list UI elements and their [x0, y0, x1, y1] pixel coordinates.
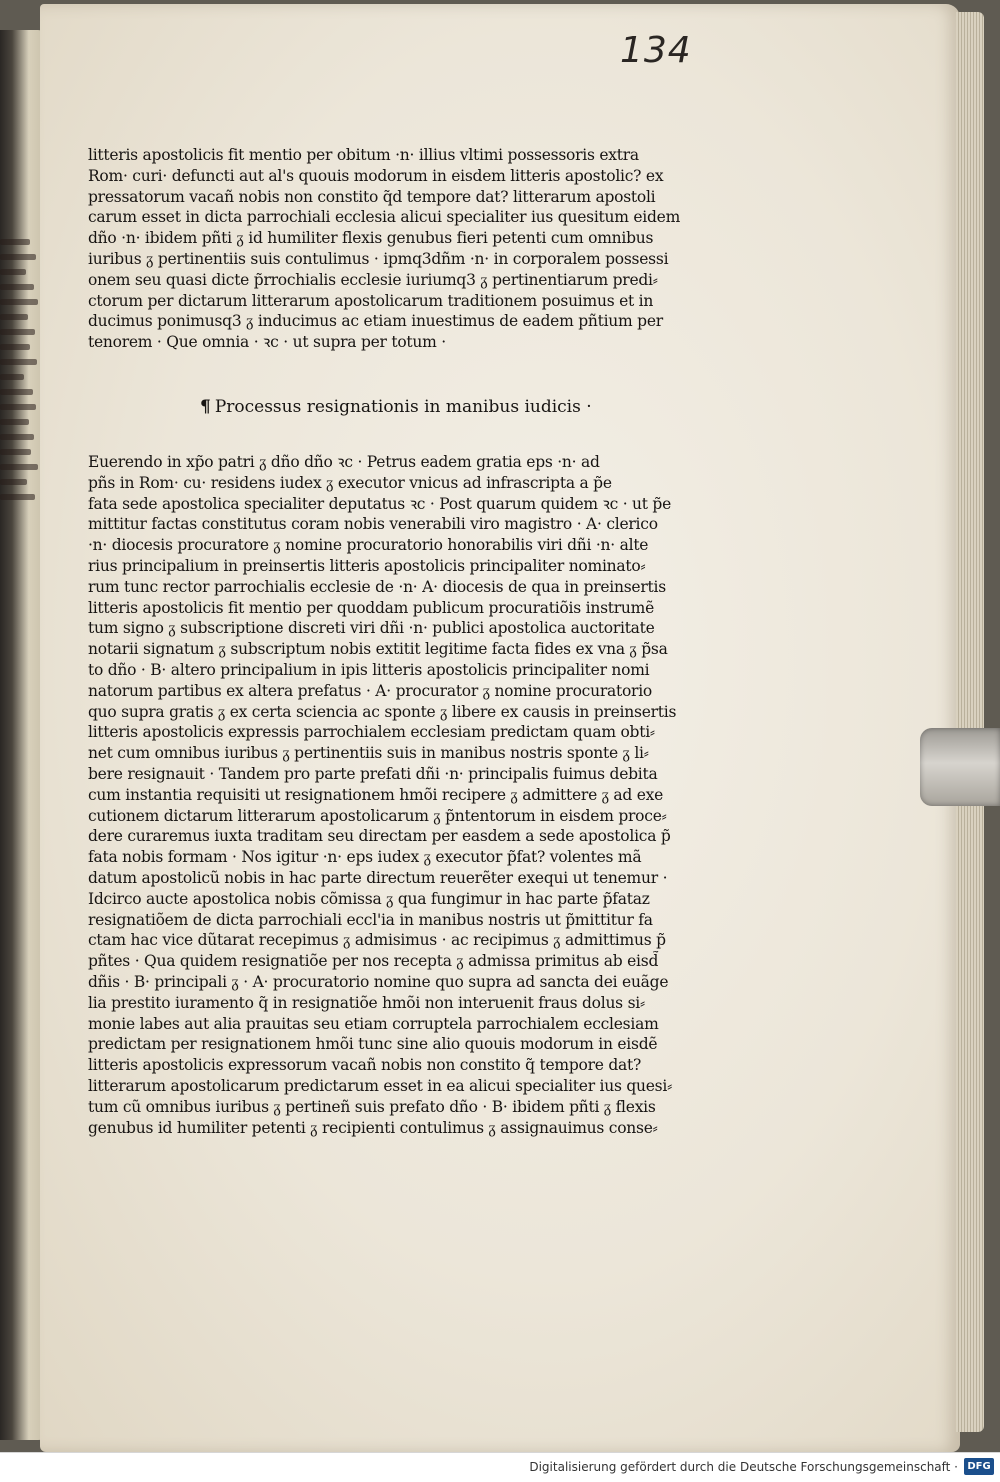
- paragraph-1: [88, 145, 738, 353]
- text-line: cum instantia requisiti ut resignationem hmõi recipere ᵹ admittere ᵹ ad exe: [88, 785, 664, 804]
- text-line: litteris apostolicis expressorum vacañ nobis non constito q̃ tempore dat?: [88, 1056, 642, 1075]
- text-line: litteris apostolicis fit mentio per obitum ·n· illius vltimi possessoris extra: [88, 146, 639, 164]
- page-stack-edge: [956, 12, 984, 1432]
- text-line: net cum omnibus iuribus ᵹ pertinentiis suis in manibus nostris sponte ᵹ li⸗: [88, 744, 649, 763]
- text-line: Idcirco aucte apostolica nobis cõmissa ᵹ qua fungimur in hac parte p̃fataz: [88, 889, 650, 908]
- text-line: quo supra gratis ᵹ ex certa sciencia ac sponte ᵹ libere ex causis in preinsertis: [88, 702, 677, 721]
- text-line: lia prestito iuramento q̃ in resignatiõe hmõi non interuenit fraus dolus si⸗: [88, 993, 645, 1012]
- text-line: resignatiõem de dicta parrochiali eccl'ia in manibus nostris ut p̃mittitur fa: [88, 910, 653, 929]
- text-line: rum tunc rector parrochialis ecclesie de ·n· A· diocesis de qua in preinsertis: [88, 577, 666, 596]
- text-line: ctorum per dictarum litterarum apostolicarum traditionem posuimus et in: [88, 291, 654, 310]
- book-clasp: [920, 728, 1000, 806]
- section-heading: [200, 397, 720, 417]
- text-line: mittitur factas constitutus coram nobis venerabili viro magistro · A· clerico: [88, 515, 658, 534]
- text-line: fata nobis formam · Nos igitur ·n· eps iudex ᵹ executor p̃fat? volentes mã: [88, 848, 642, 867]
- text-line: onem seu quasi dicte p̃rrochialis ecclesie iuriumq3 ᵹ pertinentiarum predi⸗: [88, 270, 658, 289]
- text-line: monie labes aut alia prauitas seu etiam corruptela parrochialem ecclesiam: [88, 1014, 659, 1033]
- text-line: Euerendo in xp̃o patri ᵹ dño dño ꝛc · Petrus eadem gratia eps ·n· ad: [88, 453, 600, 471]
- funding-credit: Digitalisierung gefördert durch die Deutsche Forschungsgemeinschaft ·: [529, 1460, 958, 1474]
- text-line: rius principalium in preinsertis litteris apostolicis principaliter nominato⸗: [88, 556, 646, 575]
- text-line: fata sede apostolica specialiter deputatus ꝛc · Post quarum quidem ꝛc · ut p̃e: [88, 494, 672, 513]
- text-line: notarii signatum ᵹ subscriptum nobis extitit legitime facta fides ex vna ᵹ p̃sa: [88, 640, 668, 659]
- text-line: bere resignauit · Tandem pro parte prefati dñi ·n· principalis fuimus debita: [88, 764, 658, 783]
- text-line: cutionem dictarum litterarum apostolicarum ᵹ p̃ntentorum in eisdem proce⸗: [88, 806, 667, 825]
- text-line: predictam per resignationem hmõi tunc sine alio quouis modorum in eisdẽ: [88, 1035, 658, 1054]
- heading-text: Processus resignationis in manibus iudicis ·: [214, 397, 592, 417]
- text-line: Rom· curi· defuncti aut al's quouis modorum in eisdem litteris apostolic? ex: [88, 166, 664, 185]
- paragraph-2: [88, 452, 738, 1138]
- text-line: tum signo ᵹ subscriptione discreti viri dñi ·n· publici apostolica auctoritate: [88, 619, 655, 638]
- text-line: carum esset in dicta parrochiali ecclesia alicui specialiter ius quesitum eidem: [88, 208, 681, 227]
- text-line: tenorem · Que omnia · ꝛc · ut supra per totum ·: [88, 333, 446, 352]
- text-line: datum apostolicũ nobis in hac parte directum reuerẽter exequi ut tenemur ·: [88, 868, 668, 887]
- text-line: natorum partibus ex altera prefatus · A· procurator ᵹ nomine procuratorio: [88, 681, 652, 700]
- text-line: litteris apostolicis fit mentio per quoddam publicum procuratiõis instrumẽ: [88, 598, 655, 617]
- text-line: ctam hac vice dũtarat recepimus ᵹ admisimus · ac recipimus ᵹ admittimus p̃: [88, 931, 666, 950]
- text-line: pñtes · Qua quidem resignatiõe per nos recepta ᵹ admissa primitus ab eisd̃: [88, 952, 659, 971]
- paragraph-mark-icon: ¶: [200, 397, 211, 417]
- dfg-logo: DFG: [964, 1458, 994, 1475]
- digitization-footer: [0, 1452, 1000, 1482]
- text-line: litterarum apostolicarum predictarum esset in ea alicui specialiter ius quesi⸗: [88, 1076, 673, 1095]
- text-line: dñis · B· principali ᵹ · A· procuratorio nomine quo supra ad sancta dei euãge: [88, 972, 669, 991]
- text-line: genubus id humiliter petenti ᵹ recipienti contulimus ᵹ assignauimus conse⸗: [88, 1118, 658, 1137]
- folio-number: 134: [620, 30, 692, 71]
- text-line: dño ·n· ibidem pñti ᵹ id humiliter flexis genubus fieri petenti cum omnibus: [88, 229, 654, 248]
- text-line: pressatorum vacañ nobis non constito q̃d tempore dat? litterarum apostoli: [88, 187, 656, 206]
- text-line: litteris apostolicis expressis parrochialem ecclesiam predictam quam obti⸗: [88, 723, 655, 742]
- text-line: iuribus ᵹ pertinentiis suis contulimus · ipmq3dñm ·n· in corporalem possessi: [88, 249, 669, 268]
- text-line: ducimus ponimusq3 ᵹ inducimus ac etiam inuestimus de eadem pñtium per: [88, 312, 663, 331]
- left-page-text-fragments: [0, 230, 40, 509]
- text-line: ·n· diocesis procuratore ᵹ nomine procuratorio honorabilis viri dñi ·n· alte: [88, 536, 649, 555]
- text-line: to dño · B· altero principalium in ipis litteris apostolicis principaliter nomi: [88, 660, 650, 679]
- text-line: pñs in Rom· cu· residens iudex ᵹ executor vnicus ad infrascripta a p̃e: [88, 473, 612, 492]
- text-line: dere curaremus iuxta traditam seu directam per easdem a sede apostolica p̃: [88, 827, 671, 846]
- text-line: tum cũ omnibus iuribus ᵹ pertineñ suis prefato dño · B· ibidem pñti ᵹ flexis: [88, 1097, 656, 1116]
